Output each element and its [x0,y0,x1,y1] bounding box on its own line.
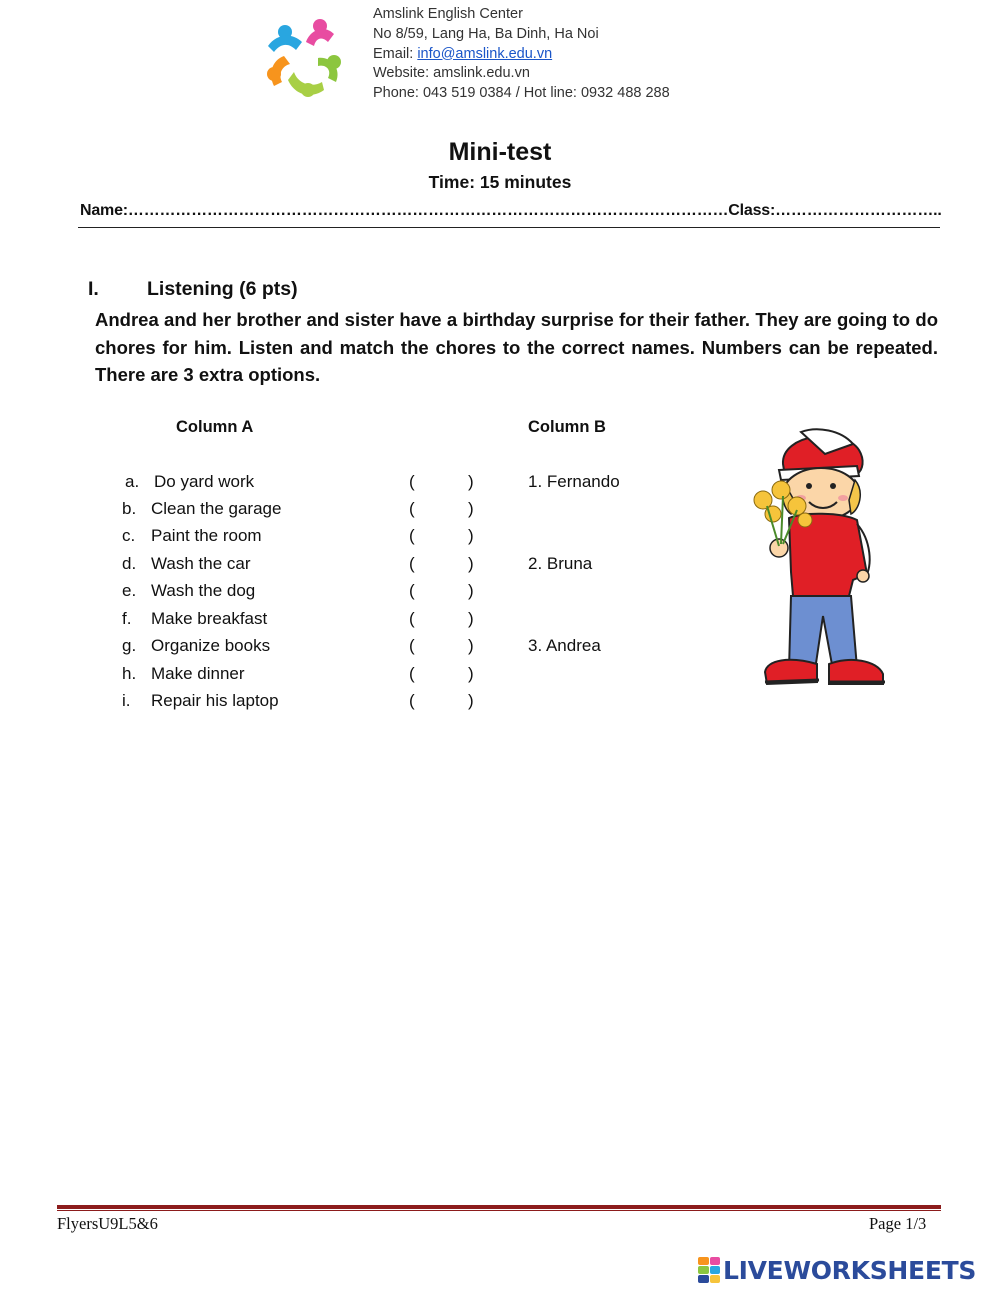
name-class-line[interactable]: Name:……………………………………………………………………………………………………Class:………………………….. [80,202,942,219]
email-line [373,45,670,65]
answer-open[interactable]: ( [409,554,415,573]
column-a-header: Column A [176,418,254,436]
answer-close[interactable]: ) [468,691,474,710]
email-label: Email: [373,45,418,62]
section-number: I. [88,278,99,300]
liveworksheets-wordmark: LIVEWORKSHEETS [723,1255,977,1285]
item-letter: h. [122,664,137,683]
chore-text: Organize books [151,636,271,655]
item-letter: g. [122,636,137,655]
phone: Phone: 043 519 0384 / Hot line: 0932 488 288 [373,85,670,102]
page-title: Mini-test [448,138,552,166]
footer-rule-thin [57,1210,941,1211]
chore-text: Repair his laptop [151,691,279,710]
answer-open[interactable]: ( [409,581,415,600]
name-option-fernando: 1. Fernando [528,472,620,491]
header-divider [78,227,940,228]
item-letter: c. [122,526,136,545]
time-limit: Time: 15 minutes [428,172,572,192]
section-title: Listening (6 pts) [147,278,298,300]
answer-close[interactable]: ) [468,664,474,683]
chore-text: Wash the car [151,554,251,573]
item-letter: f. [122,609,132,628]
footer-rule-thick [57,1205,941,1209]
instructions: Andrea and her brother and sister have a birthday surprise for their father. They are going to do chores for him. Listen and match the chores to the correct names. Numbers can be repeated. There are 3 extra options. [95,309,938,385]
chore-text: Make dinner [151,664,245,683]
answer-close[interactable]: ) [468,554,474,573]
answer-close[interactable]: ) [468,526,474,545]
email-link[interactable]: info@amslink.edu.vn [417,45,553,62]
item-letter: d. [122,554,137,573]
answer-open[interactable]: ( [409,664,415,683]
answer-open[interactable]: ( [409,472,415,491]
chore-text: Paint the room [151,526,262,545]
liveworksheets-icon [698,1257,720,1283]
amslink-logo-icon [258,12,350,104]
item-letter: b. [122,499,137,518]
chore-text: Clean the garage [151,499,282,518]
name-option-andrea: 3. Andrea [528,636,601,655]
item-letter: e. [122,581,137,600]
website: Website: amslink.edu.vn [373,65,530,82]
answer-open[interactable]: ( [409,636,415,655]
column-b-header: Column B [528,418,606,436]
name-option-bruna: 2. Bruna [528,554,593,573]
answer-open[interactable]: ( [409,691,415,710]
liveworksheets-logo[interactable] [698,1255,976,1285]
answer-close[interactable]: ) [468,499,474,518]
chore-text: Wash the dog [151,581,256,600]
item-letter: i. [122,691,131,710]
answer-close[interactable]: ) [468,609,474,628]
footer-code: FlyersU9L5&6 [57,1214,158,1233]
header-contact [373,5,670,104]
boy-with-flowers-icon [745,420,890,692]
answer-open[interactable]: ( [409,499,415,518]
chore-text: Make breakfast [151,609,268,628]
answer-open[interactable]: ( [409,609,415,628]
chore-text: Do yard work [154,472,255,491]
page-number: Page 1/3 [869,1214,927,1233]
answer-close[interactable]: ) [468,472,474,491]
item-letter: a. [125,472,140,491]
org-name: Amslink English Center [373,6,523,22]
answer-close[interactable]: ) [468,581,474,600]
address: No 8/59, Lang Ha, Ba Dinh, Ha Noi [373,25,599,42]
answer-close[interactable]: ) [468,636,474,655]
answer-open[interactable]: ( [409,526,415,545]
